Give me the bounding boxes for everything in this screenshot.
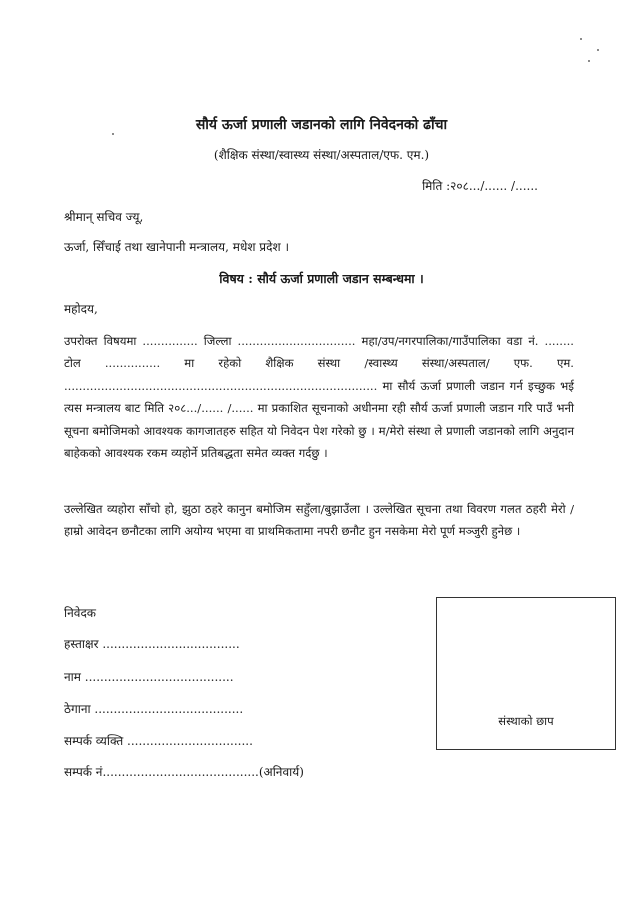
body-paragraph-2: उल्लेखित व्यहोरा साँचो हो, झुठा ठहरे कानुन बमोजिम सहुँला/बुझाउँला । उल्लेखित सूचना तथा विवरण गलत ठहरी मेरो / हाम्रो आवेदन छनौटका लागि अयोग्य भएमा वा प्राथमिकतामा नपरी छनौट हुन नसकेमा मेरो पूर्ण मञ्जुरी हुनेछ । xyxy=(64,502,574,539)
name-field: नाम ....................................... xyxy=(64,670,234,684)
addressee-line-2: ऊर्जा, सिँचाई तथा खानेपानी मन्त्रालय, मधेश प्रदेश । xyxy=(64,240,290,254)
institution-stamp-box xyxy=(436,597,616,750)
address-field: ठेगाना ....................................... xyxy=(64,702,244,716)
stamp-label: संस्थाको छाप xyxy=(498,714,554,728)
signature-field: हस्ताक्षर .................................... xyxy=(64,637,240,651)
date-line: मिति :२०८.../...... /...... xyxy=(422,179,538,193)
applicant-heading: निवेदक xyxy=(64,606,97,620)
contact-person-field: सम्पर्क व्यक्ति ................................. xyxy=(64,734,253,748)
scan-speck xyxy=(597,49,599,51)
scan-speck xyxy=(580,38,582,40)
contact-number-field: सम्पर्क नं.........................................(अनिवार्य) xyxy=(64,765,304,779)
body-paragraph-1: उपरोक्त विषयमा ............... जिल्ला ................................ महा/उप/नगरपालिका/गाउँपालिका वडा नं. ........ टोल ............... मा रहेको शैक्षिक संस्था /स्वास्थ्य संस्था/अस्पताल/ एफ. एम. ..................................................................................... मा सौर्य ऊर्जा प्रणाली जडान गर्न इच्छुक भई त्यस मन्त्रालय बाट मिति २०८.../...... /...... मा प्रकाशित सूचनाको अधीनमा रही सौर्य ऊर्जा प्रणाली जडान गरि पाउँ भनी सूचना बमोजिमको आवश्यक कागजातहरु सहित यो निवेदन पेश गरेको छु । म/मेरो संस्था ले प्रणाली जडानको लागि अनुदान बाहेकको आवश्यक रकम व्यहोर्ने प्रतिबद्धता समेत व्यक्त गर्दछु । xyxy=(64,334,574,461)
subject-line: विषय : सौर्य ऊर्जा प्रणाली जडान सम्बन्धमा । xyxy=(219,271,424,286)
salutation: महोदय, xyxy=(64,302,98,316)
document-subtitle: (शैक्षिक संस्था/स्वास्थ्य संस्था/अस्पताल/एफ. एम.) xyxy=(213,148,430,162)
document-title: सौर्य ऊर्जा प्रणाली जडानको लागि निवेदनको ढाँचा xyxy=(195,117,448,133)
scan-speck xyxy=(588,60,590,62)
addressee-line-1: श्रीमान् सचिव ज्यू, xyxy=(64,210,144,224)
